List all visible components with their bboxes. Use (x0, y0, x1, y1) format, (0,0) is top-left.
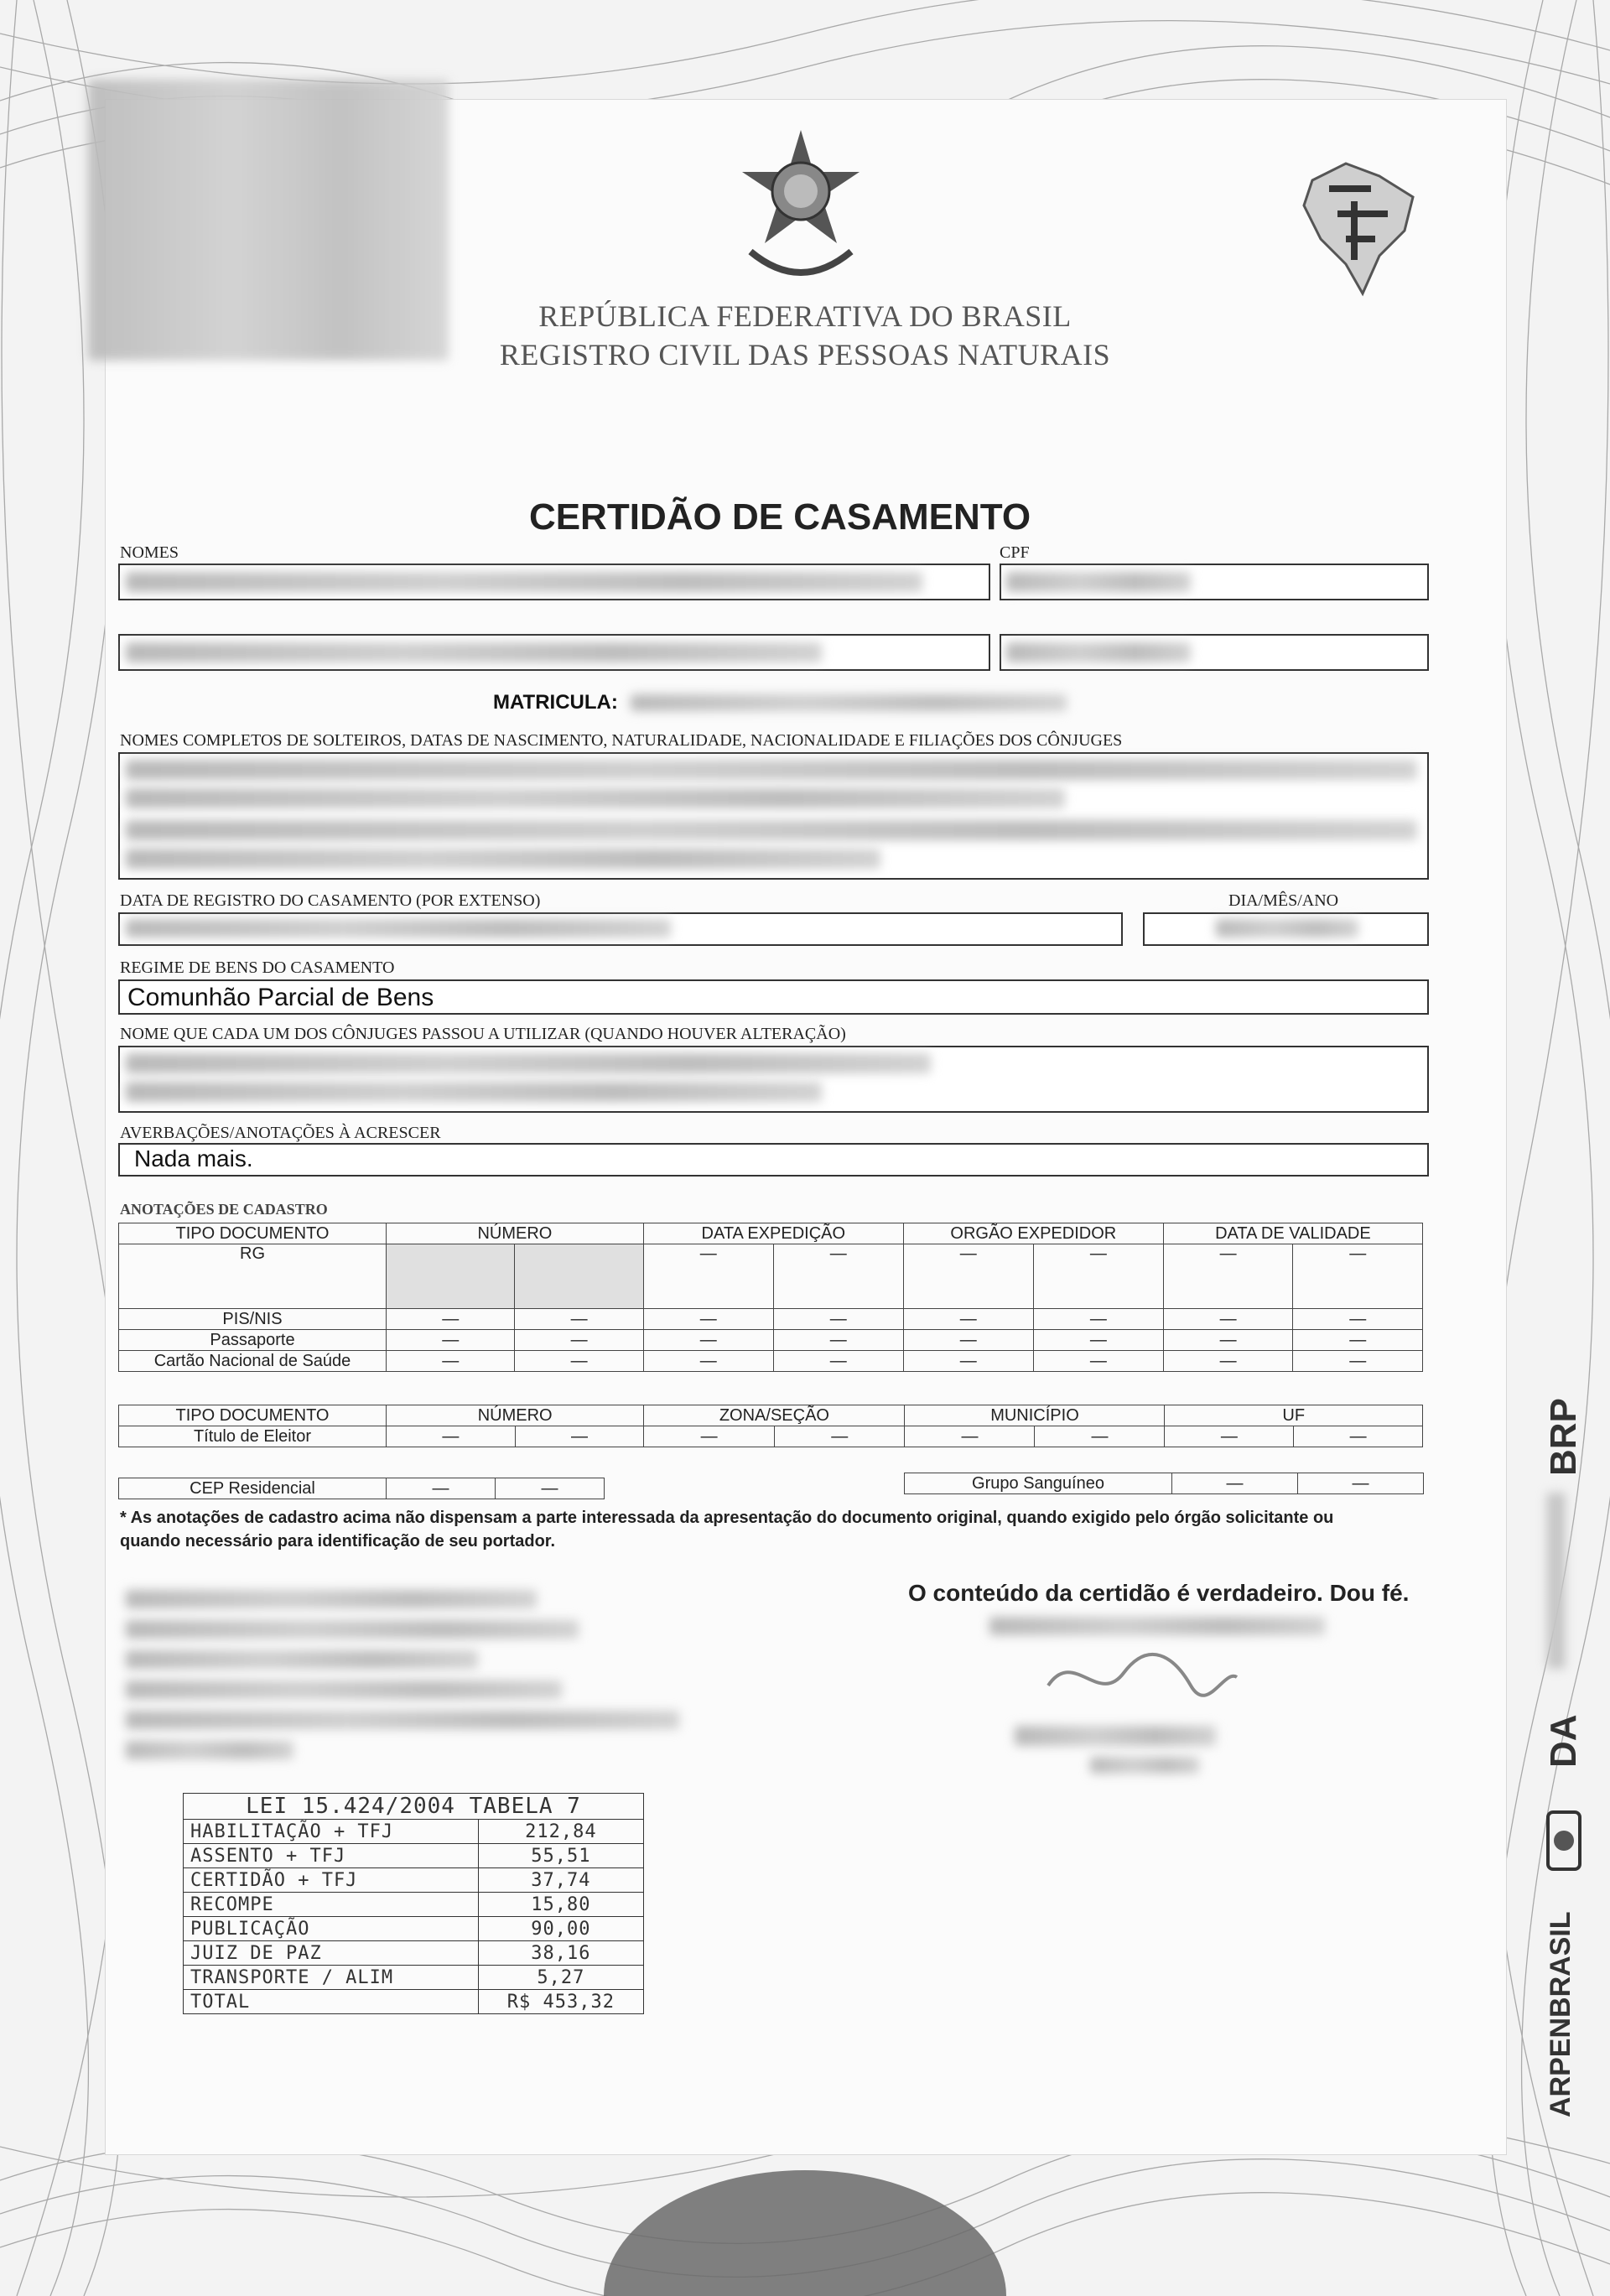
table-row (184, 1820, 644, 1844)
table-row-rg (119, 1244, 1423, 1309)
cep-label: CEP Residencial (119, 1478, 387, 1499)
row-label-passaporte: Passaporte (119, 1330, 387, 1351)
eleitor-header-row (119, 1405, 1423, 1426)
dash-cell: — (1293, 1309, 1423, 1330)
value-regime: Comunhão Parcial de Bens (127, 984, 434, 1011)
dash-cell: — (903, 1244, 1033, 1309)
redacted-conjuge-line-2 (126, 788, 1065, 808)
redacted-cpf-1 (1006, 572, 1191, 592)
fees-title-row (184, 1794, 644, 1820)
dash-cell: — (905, 1426, 1035, 1447)
side-label-da: DA (1543, 1714, 1584, 1768)
dash-cell: — (1163, 1351, 1293, 1372)
row-label-rg: RG (119, 1244, 387, 1309)
table-row-cns (119, 1351, 1423, 1372)
dash-cell: — (496, 1478, 605, 1499)
dash-cell: — (1293, 1244, 1423, 1309)
fee-label: RECOMPE (184, 1893, 479, 1917)
header-uf: UF (1165, 1405, 1423, 1426)
label-nome-passou: NOME QUE CADA UM DOS CÔNJUGES PASSOU A UTILIZAR (QUANDO HOUVER ALTERAÇÃO) (120, 1025, 846, 1043)
table-row (184, 1941, 644, 1966)
redacted-cartorio-1 (126, 1590, 537, 1608)
label-data-registro: DATA DE REGISTRO DO CASAMENTO (POR EXTENSO) (120, 891, 541, 910)
redacted-dia-mes-ano (1216, 919, 1358, 938)
dash-cell: — (1163, 1330, 1293, 1351)
dash-cell: — (515, 1309, 643, 1330)
redacted-rg-1 (387, 1244, 515, 1309)
header-tipo-documento-2: TIPO DOCUMENTO (119, 1405, 387, 1426)
value-averbacoes: Nada mais. (134, 1145, 253, 1171)
label-averbacoes: AVERBAÇÕES/ANOTAÇÕES À ACRESCER (120, 1124, 441, 1142)
dash-cell: — (643, 1309, 773, 1330)
coat-of-arms-icon (730, 126, 872, 285)
label-cpf: CPF (1000, 543, 1030, 562)
dash-cell: — (387, 1330, 515, 1351)
field-averbacoes (118, 1143, 1429, 1177)
table-row-passaporte (119, 1330, 1423, 1351)
header-line-1: REPÚBLICA FEDERATIVA DO BRASIL (538, 299, 1072, 333)
dash-cell: — (1172, 1473, 1298, 1494)
redacted-conjuge-line-3 (126, 820, 1417, 840)
redacted-rg-2 (515, 1244, 643, 1309)
redacted-cpf-2 (1006, 642, 1191, 662)
header-orgao-expedidor: ORGÃO EXPEDIDOR (903, 1223, 1163, 1244)
dash-cell: — (773, 1351, 903, 1372)
header-municipio: MUNICÍPIO (905, 1405, 1165, 1426)
fee-label: TRANSPORTE / ALIM (184, 1966, 479, 1990)
side-label-brp: BRP (1543, 1398, 1584, 1476)
cep-table (118, 1478, 605, 1499)
dash-cell: — (1033, 1309, 1163, 1330)
redacted-cartorio-2 (126, 1620, 579, 1639)
grupo-sanguineo-table (904, 1473, 1424, 1494)
sangue-label: Grupo Sanguíneo (905, 1473, 1172, 1494)
fee-value: 55,51 (478, 1844, 643, 1868)
fee-label: HABILITAÇÃO + TFJ (184, 1820, 479, 1844)
redacted-conjuge-line-1 (126, 760, 1417, 780)
dou-fe-text: O conteúdo da certidão é verdadeiro. Dou fé. (908, 1580, 1410, 1606)
label-nomes: NOMES (120, 543, 179, 562)
redacted-side-code (1547, 1493, 1566, 1669)
header-line-2: REGISTRO CIVIL DAS PESSOAS NATURAIS (499, 338, 1111, 371)
fee-label: TOTAL (184, 1990, 479, 2014)
redacted-nome-1 (126, 572, 922, 592)
table-row (184, 1893, 644, 1917)
table-row (184, 1844, 644, 1868)
fee-value: 5,27 (478, 1966, 643, 1990)
label-dia-mes-ano: DIA/MÊS/ANO (1228, 891, 1339, 910)
cadastro-note: * As anotações de cadastro acima não dispensam a parte interessada da apresentação do documento original, quando exigido pelo órgão solicitante ou quando necessário para identificação de seu portador. (120, 1509, 1334, 1551)
fee-value: 37,74 (478, 1868, 643, 1893)
header-tipo-documento: TIPO DOCUMENTO (119, 1223, 387, 1244)
fee-value: R$ 453,32 (478, 1990, 643, 2014)
label-anotacoes-cadastro: ANOTAÇÕES DE CADASTRO (120, 1201, 328, 1218)
row-label-pis: PIS/NIS (119, 1309, 387, 1330)
dash-cell: — (1293, 1330, 1423, 1351)
dash-cell: — (773, 1309, 903, 1330)
dash-cell: — (903, 1309, 1033, 1330)
redacted-nome-passou-2 (126, 1082, 822, 1102)
fee-label: JUIZ DE PAZ (184, 1941, 479, 1966)
sangue-row (905, 1473, 1424, 1494)
label-regime: REGIME DE BENS DO CASAMENTO (120, 958, 395, 977)
dash-cell: — (643, 1351, 773, 1372)
dash-cell: — (515, 1426, 644, 1447)
redacted-conjuge-line-4 (126, 849, 880, 869)
fee-value: 212,84 (478, 1820, 643, 1844)
table-row (184, 1868, 644, 1893)
dash-cell: — (1163, 1309, 1293, 1330)
dash-cell: — (903, 1351, 1033, 1372)
dash-cell: — (643, 1330, 773, 1351)
fee-value: 15,80 (478, 1893, 643, 1917)
fee-value: 90,00 (478, 1917, 643, 1941)
redacted-data-extenso (126, 919, 671, 938)
cadastro-header-row (119, 1223, 1423, 1244)
dash-cell: — (1163, 1244, 1293, 1309)
dash-cell: — (1165, 1426, 1294, 1447)
header-data-expedicao: DATA EXPEDIÇÃO (643, 1223, 903, 1244)
dash-cell: — (1035, 1426, 1165, 1447)
header-numero: NÚMERO (387, 1223, 644, 1244)
table-row-eleitor (119, 1426, 1423, 1447)
redacted-signatory-name (1015, 1726, 1216, 1746)
dash-cell: — (1298, 1473, 1424, 1494)
cep-row (119, 1478, 605, 1499)
row-label-cns: Cartão Nacional de Saúde (119, 1351, 387, 1372)
dash-cell: — (515, 1330, 643, 1351)
dash-cell: — (644, 1426, 775, 1447)
dash-cell: — (1294, 1426, 1423, 1447)
dash-cell: — (1033, 1351, 1163, 1372)
redacted-cartorio-4 (126, 1680, 562, 1699)
cadastro-table-2 (118, 1405, 1423, 1447)
dash-cell: — (1033, 1330, 1163, 1351)
dash-cell: — (773, 1330, 903, 1351)
redacted-local-data (989, 1617, 1325, 1635)
dash-cell: — (515, 1351, 643, 1372)
table-row-pis (119, 1309, 1423, 1330)
dash-cell: — (773, 1244, 903, 1309)
dash-cell: — (387, 1309, 515, 1330)
label-nomes-completos: NOMES COMPLETOS DE SOLTEIROS, DATAS DE NASCIMENTO, NATURALIDADE, NACIONALIDADE E FILIAÇÕES DOS CÔNJUGES (120, 731, 1123, 750)
row-label-eleitor: Título de Eleitor (119, 1426, 387, 1447)
table-row (184, 1917, 644, 1941)
header-data-validade: DATA DE VALIDADE (1163, 1223, 1422, 1244)
dash-cell: — (387, 1478, 496, 1499)
brazil-map-icon (1296, 155, 1421, 302)
dash-cell: — (774, 1426, 905, 1447)
fee-label: PUBLICAÇÃO (184, 1917, 479, 1941)
seal-icon (1545, 1807, 1583, 1874)
fees-table (183, 1793, 644, 2014)
redacted-nome-2 (126, 642, 822, 662)
redacted-cartorio-6 (126, 1741, 293, 1759)
signature-icon (1040, 1644, 1241, 1711)
dash-cell: — (1033, 1244, 1163, 1309)
redacted-matricula (631, 694, 1067, 711)
redacted-cartorio-5 (126, 1711, 679, 1729)
table-row (184, 1966, 644, 1990)
dash-cell: — (387, 1351, 515, 1372)
redacted-cartorio-3 (126, 1650, 478, 1669)
cadastro-table-1 (118, 1223, 1423, 1372)
label-matricula: MATRICULA: (493, 691, 618, 714)
document-title: CERTIDÃO DE CASAMENTO (528, 496, 1031, 538)
dash-cell: — (643, 1244, 773, 1309)
header-zona-secao: ZONA/SEÇÃO (644, 1405, 905, 1426)
fee-value: 38,16 (478, 1941, 643, 1966)
redacted-nome-passou-1 (126, 1053, 931, 1073)
header-numero-2: NÚMERO (387, 1405, 644, 1426)
fee-label: CERTIDÃO + TFJ (184, 1868, 479, 1893)
dash-cell: — (387, 1426, 516, 1447)
dash-cell: — (1293, 1351, 1423, 1372)
table-row-total (184, 1990, 644, 2014)
fees-title: LEI 15.424/2004 TABELA 7 (184, 1794, 644, 1820)
dash-cell: — (903, 1330, 1033, 1351)
fee-label: ASSENTO + TFJ (184, 1844, 479, 1868)
side-label-arpenbrasil: ARPENBRASIL (1545, 1911, 1576, 2117)
redacted-signatory-role (1090, 1757, 1199, 1774)
